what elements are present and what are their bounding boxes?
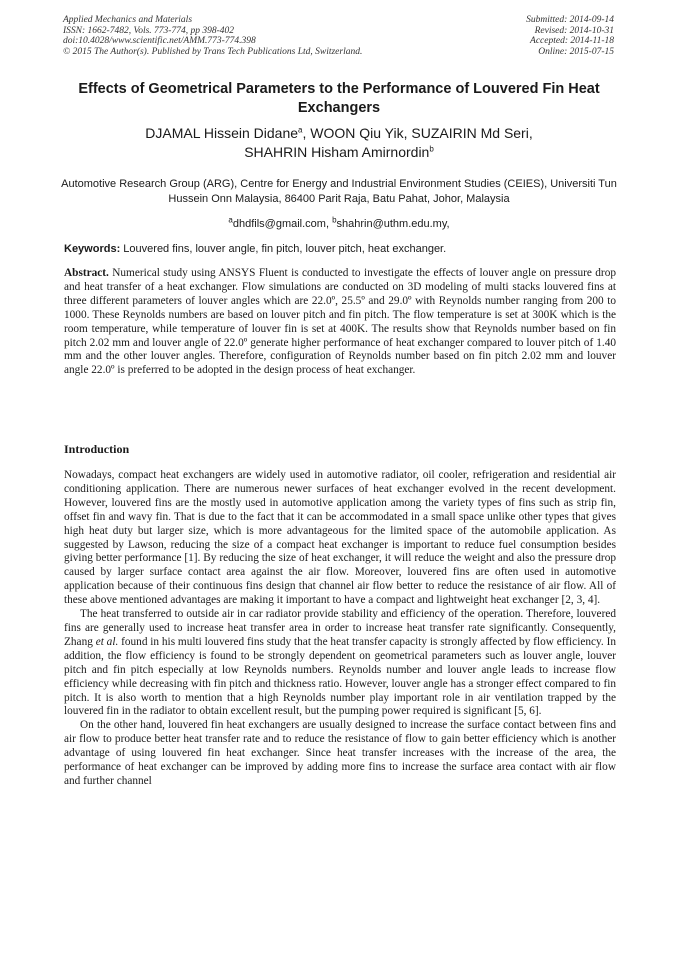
author-4: SHAHRIN Hisham Amirnordin [244,144,430,160]
journal-info [63,15,362,57]
revised-date: Revised: 2014-10-31 [534,25,614,36]
journal-name: Applied Mechanics and Materials [63,15,193,25]
email-b-mark: b [332,215,337,225]
introduction-body [64,469,616,789]
abstract-label: Abstract. [64,267,109,279]
author-list [60,124,618,162]
copyright-notice: © 2015 The Author(s). Published by Trans Tech Publications Ltd, Switzerland. [63,46,363,57]
email-a[interactable]: dhdfils@gmail.com, [232,218,333,230]
online-date: Online: 2015-07-15 [538,46,614,57]
submitted-date: Submitted: 2014-09-14 [526,15,614,25]
keywords-label: Keywords: [64,243,121,255]
intro-paragraph-2 [64,608,616,719]
abstract [64,267,616,378]
introduction-heading: Introduction [64,442,130,456]
accepted-date: Accepted: 2014-11-18 [530,36,614,46]
affiliation: Automotive Research Group (ARG), Centre for Energy and Industrial Environment Studies (CEIES), Universiti Tun Hussein Onn Malaysia, 86400 Parit Raja, Batu Pahat, Johor, Malaysia [61,178,617,205]
keywords [64,242,616,256]
journal-doi: doi:10.4028/www.scientific.net/AMM.773-774.398 [63,36,256,46]
intro-paragraph-2-rest: found in his multi louvered fins study that the heat transfer capacity is strongly affected by flow efficiency. In addition, the flow efficiency is found to be strongly dependent on geometrical parameters such as louver angle, louver pitch and fin pitch especially at low Reynolds numbers. Reynolds number and louver angle leads to increase flow efficiency while decreasing with fin pitch and thickness ratio. However, louver angle has a stronger effect compared to fin pitch. It is also worth to mention that a high Reynolds number play important role in air ventilation trapped by the louvered fin in the radiator to obtain excellent result, but the pumping power required is significant [5, 6]. [64,635,616,718]
keywords-text: Louvered fins, louver angle, fin pitch, louver pitch, heat exchanger. [120,243,447,255]
email-a-mark: a [228,215,233,225]
author-emails [60,217,618,231]
intro-paragraph-2-start: The heat transferred to outside air in car radiator provide stability and efficiency of the operation. Therefore, louvered fins are generally used to increase heat transfer area in order to increase heat transfer rate significantly. Consequently, Zhang [64,608,616,648]
authors-2-3: , WOON Qiu Yik, SUZAIRIN Md Seri, [302,125,533,141]
submission-dates [526,15,614,57]
author-1-affil-mark: a [298,125,303,135]
intro-paragraph-3: On the other hand, louvered fin heat exchangers are usually designed to increase the surface contact between fins and air flow to produce better heat transfer rate and to reduce the resistance of flow to gain better efficiency which is another advantage of using louvered fin heat exchanger. Since heat transfer increases with the increase of the area, the performance of heat exchanger can be improved by adding more fins to increase the surface area contact with air flow and further channel [64,719,616,787]
paper-title: Effects of Geometrical Parameters to the Performance of Louvered Fin Heat Exchangers [78,81,600,116]
journal-issn: ISSN: 1662-7482, Vols. 773-774, pp 398-402 [63,25,234,36]
email-b[interactable]: shahrin@uthm.edu.my, [336,218,450,230]
author-4-affil-mark: b [429,144,434,154]
author-1: DJAMAL Hissein Didane [145,125,299,141]
et-al: et al. [95,635,119,648]
abstract-text: Numerical study using ANSYS Fluent is conducted to investigate the effects of louver angle on pressure drop and heat transfer of a heat exchanger. Flow simulations are conducted on 3D modeling of multi stacks louvered fins at three different parameters of louver angles which are 22.0º, 25.5º and 29.0º with Reynolds number ranging from 200 to 1000. These Reynolds numbers are based on louver pitch and fin pitch. The flow temperature is set at 300K which is the room temperature, while temperature of louver fin is set at 400K. The results show that Reynolds number based on fin pitch 2.02 mm and louver angle of 22.0º generate higher performance of heat exchanger compared to louver pitch of 1.40 mm and the other louver angles. Therefore, configuration of Reynolds number based on fin pitch 2.02 mm and louver angle 22.0º is preferred to be adopted in the design process of heat exchanger. [64,267,616,377]
intro-paragraph-1: Nowadays, compact heat exchangers are widely used in automotive radiator, oil cooler, refrigeration and residential air conditioning application. There are numerous newer surfaces of heat exchanger evolved in the recent development. However, louvered fins are the mostly used in automotive application among the variety types of fins such as strip fin, offset fin and wavy fin. That is due to the fact that it can be accommodated in a small space unlike other types that gives high heat duty but larger size, which is more advantageous for the limited space of the automobile application. As suggested by Lawson, reducing the size of a compact heat exchanger is important to reduce fuel consumption besides giving better performance [1]. By reducing the size of heat exchanger, it will reduce the weight and also the pressure drop caused by larger surface contact area against the air flow. Moreover, louvered fins are often used in automotive application because of their continuous fins design that channel air flow better to reduce the resistance of air flow. All of these above mentioned advantages are making it important to have a compact and lightweight heat exchanger [2, 3, 4]. [64,469,616,607]
